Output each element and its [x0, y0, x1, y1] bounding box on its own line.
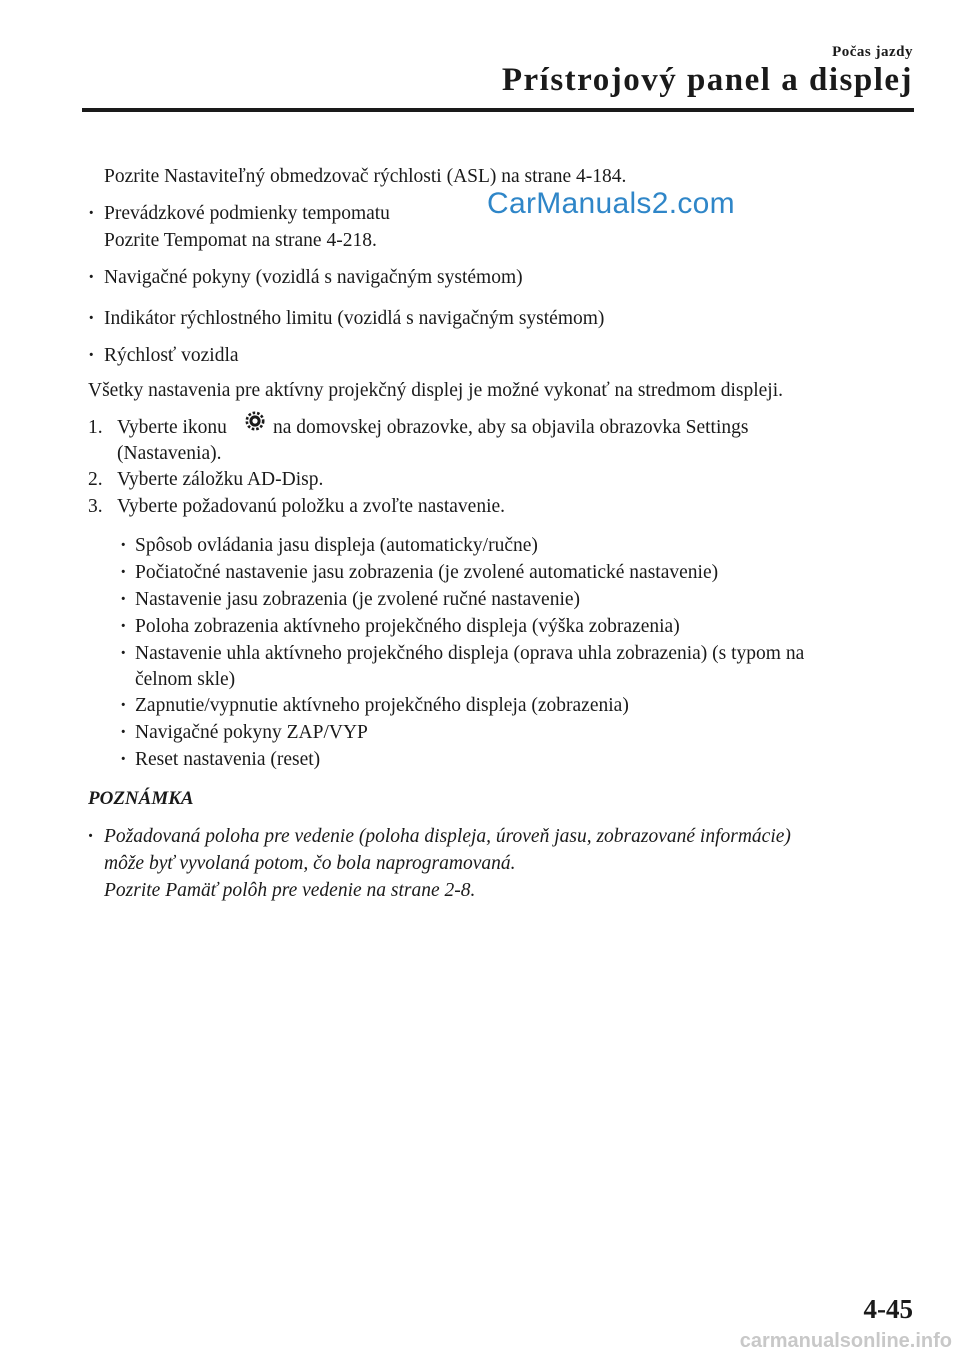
- sub-bullet-item: Poloha zobrazenia aktívneho projekčného displeja (výška zobrazenia): [135, 616, 680, 637]
- bullet-navigation: Navigačné pokyny (vozidlá s navigačným systémom): [104, 267, 523, 288]
- settings-gear-icon: [244, 410, 266, 432]
- intro-paragraph: Všetky nastavenia pre aktívny projekčný displej je možné vykonať na stredmom displeji.: [88, 380, 783, 401]
- sub-bullet-item: Nastavenie uhla aktívneho projekčného displeja (oprava uhla zobrazenia) (s typom na: [135, 643, 805, 664]
- note-heading: POZNÁMKA: [88, 788, 194, 809]
- footer-watermark: carmanualsonline.info: [739, 1330, 952, 1352]
- step-1-cont: (Nastavenia).: [117, 443, 222, 464]
- page-title: Prístrojový panel a displej: [501, 62, 913, 98]
- step-number: 2.: [88, 469, 103, 490]
- step-number: 3.: [88, 496, 103, 517]
- page-number: 4-45: [863, 1294, 913, 1324]
- step-1-pre: Vyberte ikonu: [117, 417, 227, 438]
- sub-bullet-item: Reset nastavenia (reset): [135, 749, 321, 770]
- bullet-icon: [120, 563, 127, 583]
- bullet-icon: [88, 268, 95, 288]
- sub-bullet-item: Nastavenie jasu zobrazenia (je zvolené ručné nastavenie): [135, 589, 581, 610]
- step-3: Vyberte požadovanú položku a zvoľte nastavenie.: [117, 496, 506, 517]
- sub-bullet-item: Spôsob ovládania jasu displeja (automaticky/ručne): [135, 535, 538, 556]
- step-number: 1.: [88, 417, 103, 438]
- sub-bullet-item: Zapnutie/vypnutie aktívneho projekčného displeja (zobrazenia): [135, 695, 629, 716]
- bullet-icon: [120, 750, 127, 770]
- bullet-icon: [120, 590, 127, 610]
- note-line: Požadovaná poloha pre vedenie (poloha displeja, úroveň jasu, zobrazované informácie): [104, 826, 791, 847]
- asl-reference: Pozrite Nastaviteľný obmedzovač rýchlosti (ASL) na strane 4-184.: [104, 166, 627, 187]
- step-1-post: na domovskej obrazovke, aby sa objavila obrazovka Settings: [273, 417, 749, 438]
- bullet-speed-limit: Indikátor rýchlostného limitu (vozidlá s navigačným systémom): [104, 308, 605, 329]
- section-title: Počas jazdy: [832, 44, 913, 60]
- bullet-icon: [120, 723, 127, 743]
- header-rule: [82, 108, 914, 112]
- bullet-icon: [120, 644, 127, 664]
- bullet-icon: [120, 617, 127, 637]
- bullet-icon: [88, 204, 95, 224]
- bullet-icon: [88, 309, 95, 329]
- sub-bullet-item-cont: čelnom skle): [135, 669, 236, 690]
- sub-bullet-item: Navigačné pokyny ZAP/VYP: [135, 722, 368, 743]
- sub-bullet-item: Počiatočné nastavenie jasu zobrazenia (je zvolené automatické nastavenie): [135, 562, 719, 583]
- bullet-cruise-conditions: Prevádzkové podmienky tempomatu: [104, 203, 390, 224]
- cruise-reference: Pozrite Tempomat na strane 4-218.: [104, 230, 377, 251]
- step-2: Vyberte záložku AD-Disp.: [117, 469, 324, 490]
- bullet-icon: [120, 696, 127, 716]
- bullet-icon: [88, 346, 95, 366]
- bullet-icon: [88, 827, 93, 847]
- note-line: môže byť vyvolaná potom, čo bola naprogramovaná.: [104, 853, 516, 874]
- bullet-icon: [120, 536, 127, 556]
- bullet-vehicle-speed: Rýchlosť vozidla: [104, 345, 239, 366]
- note-reference: Pozrite Pamäť polôh pre vedenie na strane 2-8.: [104, 880, 476, 901]
- watermark: CarManuals2.com: [487, 187, 735, 220]
